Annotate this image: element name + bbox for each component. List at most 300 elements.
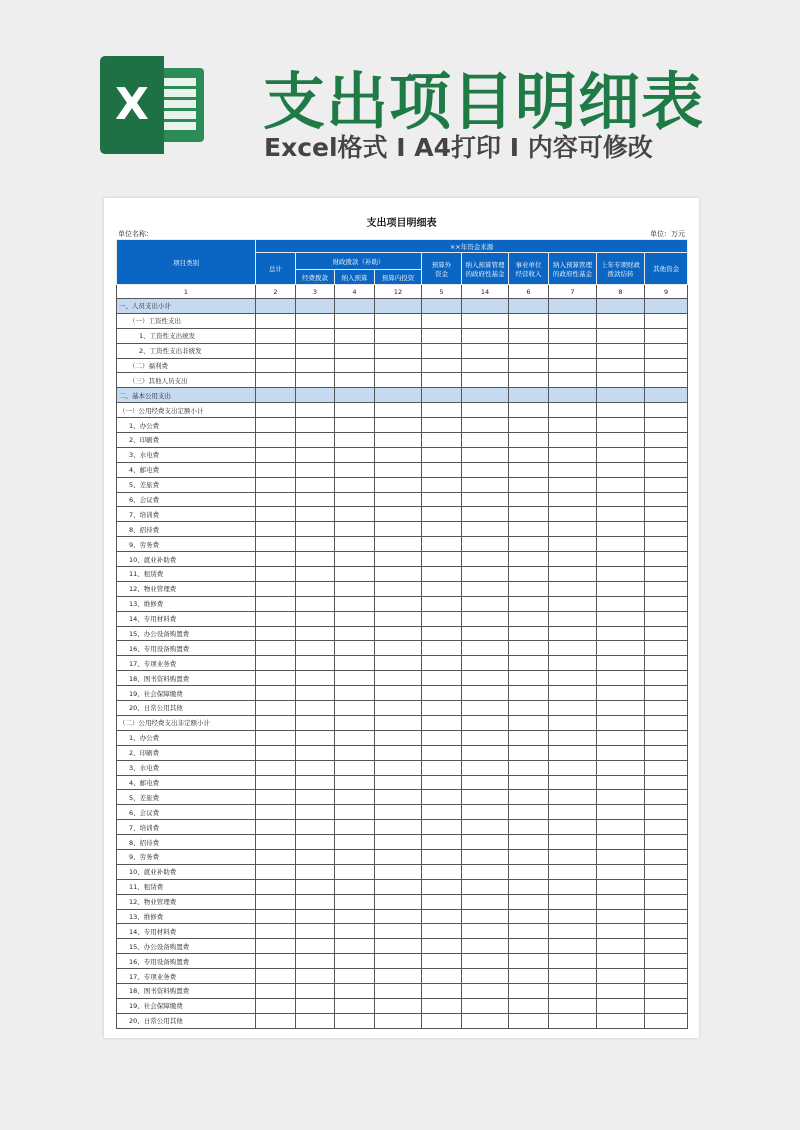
value-cell[interactable] <box>462 581 509 596</box>
value-cell[interactable] <box>597 343 645 358</box>
value-cell[interactable] <box>375 909 422 924</box>
value-cell[interactable] <box>335 388 375 403</box>
value-cell[interactable] <box>422 790 462 805</box>
value-cell[interactable] <box>335 641 375 656</box>
value-cell[interactable] <box>549 641 597 656</box>
value-cell[interactable] <box>375 373 422 388</box>
value-cell[interactable] <box>462 1013 509 1028</box>
value-cell[interactable] <box>296 715 335 730</box>
value-cell[interactable] <box>422 820 462 835</box>
value-cell[interactable] <box>375 507 422 522</box>
value-cell[interactable] <box>335 835 375 850</box>
value-cell[interactable] <box>296 403 335 418</box>
value-cell[interactable] <box>335 998 375 1013</box>
value-cell[interactable] <box>256 507 296 522</box>
value-cell[interactable] <box>597 447 645 462</box>
value-cell[interactable] <box>335 954 375 969</box>
value-cell[interactable] <box>645 879 688 894</box>
value-cell[interactable] <box>256 745 296 760</box>
value-cell[interactable] <box>597 849 645 864</box>
value-cell[interactable] <box>509 641 549 656</box>
value-cell[interactable] <box>462 373 509 388</box>
value-cell[interactable] <box>597 611 645 626</box>
value-cell[interactable] <box>422 581 462 596</box>
value-cell[interactable] <box>335 492 375 507</box>
value-cell[interactable] <box>335 581 375 596</box>
value-cell[interactable] <box>509 596 549 611</box>
value-cell[interactable] <box>509 969 549 984</box>
value-cell[interactable] <box>509 909 549 924</box>
value-cell[interactable] <box>549 879 597 894</box>
value-cell[interactable] <box>509 879 549 894</box>
value-cell[interactable] <box>645 418 688 433</box>
value-cell[interactable] <box>645 388 688 403</box>
value-cell[interactable] <box>375 418 422 433</box>
value-cell[interactable] <box>509 835 549 850</box>
value-cell[interactable] <box>645 537 688 552</box>
value-cell[interactable] <box>375 596 422 611</box>
value-cell[interactable] <box>509 581 549 596</box>
value-cell[interactable] <box>422 507 462 522</box>
value-cell[interactable] <box>335 983 375 998</box>
value-cell[interactable] <box>645 909 688 924</box>
value-cell[interactable] <box>375 358 422 373</box>
value-cell[interactable] <box>645 701 688 716</box>
value-cell[interactable] <box>509 775 549 790</box>
value-cell[interactable] <box>549 849 597 864</box>
value-cell[interactable] <box>335 715 375 730</box>
value-cell[interactable] <box>422 924 462 939</box>
value-cell[interactable] <box>509 671 549 686</box>
value-cell[interactable] <box>462 656 509 671</box>
value-cell[interactable] <box>256 983 296 998</box>
value-cell[interactable] <box>645 998 688 1013</box>
value-cell[interactable] <box>422 477 462 492</box>
value-cell[interactable] <box>597 835 645 850</box>
value-cell[interactable] <box>462 879 509 894</box>
value-cell[interactable] <box>549 745 597 760</box>
value-cell[interactable] <box>422 328 462 343</box>
value-cell[interactable] <box>296 760 335 775</box>
value-cell[interactable] <box>645 760 688 775</box>
value-cell[interactable] <box>597 537 645 552</box>
value-cell[interactable] <box>549 581 597 596</box>
value-cell[interactable] <box>645 983 688 998</box>
value-cell[interactable] <box>509 388 549 403</box>
value-cell[interactable] <box>422 447 462 462</box>
value-cell[interactable] <box>296 492 335 507</box>
value-cell[interactable] <box>296 805 335 820</box>
value-cell[interactable] <box>375 849 422 864</box>
value-cell[interactable] <box>462 835 509 850</box>
value-cell[interactable] <box>597 805 645 820</box>
value-cell[interactable] <box>296 820 335 835</box>
value-cell[interactable] <box>335 730 375 745</box>
value-cell[interactable] <box>597 969 645 984</box>
value-cell[interactable] <box>597 358 645 373</box>
value-cell[interactable] <box>256 433 296 448</box>
value-cell[interactable] <box>375 998 422 1013</box>
value-cell[interactable] <box>549 909 597 924</box>
value-cell[interactable] <box>645 894 688 909</box>
value-cell[interactable] <box>296 969 335 984</box>
value-cell[interactable] <box>462 998 509 1013</box>
value-cell[interactable] <box>645 954 688 969</box>
value-cell[interactable] <box>645 522 688 537</box>
value-cell[interactable] <box>462 433 509 448</box>
value-cell[interactable] <box>256 969 296 984</box>
value-cell[interactable] <box>296 462 335 477</box>
value-cell[interactable] <box>462 671 509 686</box>
value-cell[interactable] <box>645 849 688 864</box>
value-cell[interactable] <box>645 447 688 462</box>
value-cell[interactable] <box>375 775 422 790</box>
value-cell[interactable] <box>375 701 422 716</box>
value-cell[interactable] <box>256 671 296 686</box>
value-cell[interactable] <box>509 313 549 328</box>
value-cell[interactable] <box>256 388 296 403</box>
value-cell[interactable] <box>422 567 462 582</box>
value-cell[interactable] <box>509 730 549 745</box>
value-cell[interactable] <box>422 701 462 716</box>
value-cell[interactable] <box>462 626 509 641</box>
value-cell[interactable] <box>597 641 645 656</box>
value-cell[interactable] <box>509 1013 549 1028</box>
value-cell[interactable] <box>296 998 335 1013</box>
value-cell[interactable] <box>597 671 645 686</box>
value-cell[interactable] <box>375 969 422 984</box>
value-cell[interactable] <box>509 567 549 582</box>
value-cell[interactable] <box>375 388 422 403</box>
value-cell[interactable] <box>645 581 688 596</box>
value-cell[interactable] <box>549 596 597 611</box>
value-cell[interactable] <box>256 611 296 626</box>
value-cell[interactable] <box>462 477 509 492</box>
value-cell[interactable] <box>335 656 375 671</box>
value-cell[interactable] <box>645 835 688 850</box>
value-cell[interactable] <box>549 835 597 850</box>
value-cell[interactable] <box>549 939 597 954</box>
value-cell[interactable] <box>422 775 462 790</box>
value-cell[interactable] <box>509 433 549 448</box>
value-cell[interactable] <box>296 343 335 358</box>
value-cell[interactable] <box>256 581 296 596</box>
value-cell[interactable] <box>422 805 462 820</box>
value-cell[interactable] <box>462 983 509 998</box>
value-cell[interactable] <box>597 656 645 671</box>
value-cell[interactable] <box>296 358 335 373</box>
value-cell[interactable] <box>549 611 597 626</box>
value-cell[interactable] <box>549 373 597 388</box>
value-cell[interactable] <box>462 641 509 656</box>
value-cell[interactable] <box>422 983 462 998</box>
value-cell[interactable] <box>462 894 509 909</box>
value-cell[interactable] <box>296 894 335 909</box>
value-cell[interactable] <box>335 879 375 894</box>
value-cell[interactable] <box>335 313 375 328</box>
value-cell[interactable] <box>375 924 422 939</box>
value-cell[interactable] <box>549 507 597 522</box>
value-cell[interactable] <box>597 715 645 730</box>
value-cell[interactable] <box>549 730 597 745</box>
value-cell[interactable] <box>645 552 688 567</box>
value-cell[interactable] <box>335 433 375 448</box>
value-cell[interactable] <box>597 462 645 477</box>
value-cell[interactable] <box>296 983 335 998</box>
value-cell[interactable] <box>645 343 688 358</box>
value-cell[interactable] <box>296 745 335 760</box>
value-cell[interactable] <box>335 820 375 835</box>
value-cell[interactable] <box>296 581 335 596</box>
value-cell[interactable] <box>422 433 462 448</box>
value-cell[interactable] <box>645 730 688 745</box>
value-cell[interactable] <box>509 358 549 373</box>
value-cell[interactable] <box>256 641 296 656</box>
value-cell[interactable] <box>422 894 462 909</box>
value-cell[interactable] <box>422 656 462 671</box>
value-cell[interactable] <box>375 864 422 879</box>
value-cell[interactable] <box>296 477 335 492</box>
value-cell[interactable] <box>462 790 509 805</box>
value-cell[interactable] <box>375 537 422 552</box>
value-cell[interactable] <box>422 373 462 388</box>
value-cell[interactable] <box>256 552 296 567</box>
value-cell[interactable] <box>645 820 688 835</box>
value-cell[interactable] <box>549 998 597 1013</box>
value-cell[interactable] <box>422 418 462 433</box>
value-cell[interactable] <box>462 954 509 969</box>
value-cell[interactable] <box>549 760 597 775</box>
value-cell[interactable] <box>597 730 645 745</box>
value-cell[interactable] <box>509 790 549 805</box>
value-cell[interactable] <box>549 358 597 373</box>
value-cell[interactable] <box>597 790 645 805</box>
value-cell[interactable] <box>462 418 509 433</box>
value-cell[interactable] <box>462 611 509 626</box>
value-cell[interactable] <box>375 879 422 894</box>
value-cell[interactable] <box>597 313 645 328</box>
value-cell[interactable] <box>509 924 549 939</box>
value-cell[interactable] <box>335 552 375 567</box>
value-cell[interactable] <box>422 299 462 314</box>
value-cell[interactable] <box>597 820 645 835</box>
value-cell[interactable] <box>422 641 462 656</box>
value-cell[interactable] <box>597 954 645 969</box>
value-cell[interactable] <box>597 492 645 507</box>
value-cell[interactable] <box>335 477 375 492</box>
value-cell[interactable] <box>256 343 296 358</box>
value-cell[interactable] <box>296 924 335 939</box>
value-cell[interactable] <box>335 671 375 686</box>
value-cell[interactable] <box>645 924 688 939</box>
value-cell[interactable] <box>335 403 375 418</box>
value-cell[interactable] <box>509 552 549 567</box>
value-cell[interactable] <box>549 790 597 805</box>
value-cell[interactable] <box>375 820 422 835</box>
value-cell[interactable] <box>296 447 335 462</box>
value-cell[interactable] <box>597 626 645 641</box>
value-cell[interactable] <box>549 522 597 537</box>
value-cell[interactable] <box>375 477 422 492</box>
value-cell[interactable] <box>256 656 296 671</box>
value-cell[interactable] <box>375 805 422 820</box>
value-cell[interactable] <box>462 864 509 879</box>
value-cell[interactable] <box>549 894 597 909</box>
value-cell[interactable] <box>509 805 549 820</box>
value-cell[interactable] <box>256 537 296 552</box>
value-cell[interactable] <box>296 388 335 403</box>
value-cell[interactable] <box>549 328 597 343</box>
value-cell[interactable] <box>256 790 296 805</box>
value-cell[interactable] <box>256 462 296 477</box>
value-cell[interactable] <box>549 820 597 835</box>
value-cell[interactable] <box>335 760 375 775</box>
value-cell[interactable] <box>335 596 375 611</box>
value-cell[interactable] <box>422 969 462 984</box>
value-cell[interactable] <box>462 775 509 790</box>
value-cell[interactable] <box>375 790 422 805</box>
value-cell[interactable] <box>335 894 375 909</box>
value-cell[interactable] <box>462 730 509 745</box>
value-cell[interactable] <box>597 403 645 418</box>
value-cell[interactable] <box>256 1013 296 1028</box>
value-cell[interactable] <box>645 403 688 418</box>
value-cell[interactable] <box>256 835 296 850</box>
value-cell[interactable] <box>509 715 549 730</box>
value-cell[interactable] <box>296 567 335 582</box>
value-cell[interactable] <box>256 373 296 388</box>
value-cell[interactable] <box>549 775 597 790</box>
value-cell[interactable] <box>645 313 688 328</box>
value-cell[interactable] <box>375 522 422 537</box>
value-cell[interactable] <box>462 403 509 418</box>
value-cell[interactable] <box>509 447 549 462</box>
value-cell[interactable] <box>375 581 422 596</box>
value-cell[interactable] <box>549 715 597 730</box>
value-cell[interactable] <box>597 686 645 701</box>
value-cell[interactable] <box>462 701 509 716</box>
value-cell[interactable] <box>296 328 335 343</box>
value-cell[interactable] <box>549 403 597 418</box>
value-cell[interactable] <box>462 715 509 730</box>
value-cell[interactable] <box>597 998 645 1013</box>
value-cell[interactable] <box>256 954 296 969</box>
value-cell[interactable] <box>645 358 688 373</box>
value-cell[interactable] <box>335 909 375 924</box>
value-cell[interactable] <box>296 954 335 969</box>
value-cell[interactable] <box>375 299 422 314</box>
value-cell[interactable] <box>422 730 462 745</box>
value-cell[interactable] <box>462 849 509 864</box>
value-cell[interactable] <box>462 507 509 522</box>
value-cell[interactable] <box>375 745 422 760</box>
value-cell[interactable] <box>549 477 597 492</box>
value-cell[interactable] <box>335 522 375 537</box>
value-cell[interactable] <box>549 671 597 686</box>
value-cell[interactable] <box>645 1013 688 1028</box>
value-cell[interactable] <box>375 433 422 448</box>
value-cell[interactable] <box>335 507 375 522</box>
value-cell[interactable] <box>645 611 688 626</box>
value-cell[interactable] <box>597 433 645 448</box>
value-cell[interactable] <box>645 939 688 954</box>
value-cell[interactable] <box>509 686 549 701</box>
value-cell[interactable] <box>462 343 509 358</box>
value-cell[interactable] <box>597 701 645 716</box>
value-cell[interactable] <box>256 730 296 745</box>
value-cell[interactable] <box>597 879 645 894</box>
value-cell[interactable] <box>422 835 462 850</box>
value-cell[interactable] <box>422 1013 462 1028</box>
value-cell[interactable] <box>335 924 375 939</box>
value-cell[interactable] <box>597 760 645 775</box>
value-cell[interactable] <box>509 403 549 418</box>
value-cell[interactable] <box>597 507 645 522</box>
value-cell[interactable] <box>509 864 549 879</box>
value-cell[interactable] <box>462 939 509 954</box>
value-cell[interactable] <box>509 954 549 969</box>
value-cell[interactable] <box>375 656 422 671</box>
value-cell[interactable] <box>549 805 597 820</box>
value-cell[interactable] <box>509 462 549 477</box>
value-cell[interactable] <box>296 373 335 388</box>
value-cell[interactable] <box>462 552 509 567</box>
value-cell[interactable] <box>375 328 422 343</box>
value-cell[interactable] <box>645 656 688 671</box>
value-cell[interactable] <box>256 299 296 314</box>
value-cell[interactable] <box>509 328 549 343</box>
value-cell[interactable] <box>296 686 335 701</box>
value-cell[interactable] <box>256 313 296 328</box>
value-cell[interactable] <box>256 879 296 894</box>
value-cell[interactable] <box>422 864 462 879</box>
value-cell[interactable] <box>645 567 688 582</box>
value-cell[interactable] <box>375 835 422 850</box>
value-cell[interactable] <box>335 790 375 805</box>
value-cell[interactable] <box>549 864 597 879</box>
value-cell[interactable] <box>597 939 645 954</box>
value-cell[interactable] <box>296 790 335 805</box>
value-cell[interactable] <box>509 849 549 864</box>
value-cell[interactable] <box>375 447 422 462</box>
value-cell[interactable] <box>462 537 509 552</box>
value-cell[interactable] <box>375 626 422 641</box>
value-cell[interactable] <box>422 998 462 1013</box>
value-cell[interactable] <box>375 567 422 582</box>
value-cell[interactable] <box>375 1013 422 1028</box>
value-cell[interactable] <box>645 507 688 522</box>
value-cell[interactable] <box>462 388 509 403</box>
value-cell[interactable] <box>256 864 296 879</box>
value-cell[interactable] <box>645 641 688 656</box>
value-cell[interactable] <box>335 447 375 462</box>
value-cell[interactable] <box>296 864 335 879</box>
value-cell[interactable] <box>256 760 296 775</box>
value-cell[interactable] <box>509 820 549 835</box>
value-cell[interactable] <box>549 552 597 567</box>
value-cell[interactable] <box>256 522 296 537</box>
value-cell[interactable] <box>422 537 462 552</box>
value-cell[interactable] <box>422 403 462 418</box>
value-cell[interactable] <box>509 626 549 641</box>
value-cell[interactable] <box>335 611 375 626</box>
value-cell[interactable] <box>597 567 645 582</box>
value-cell[interactable] <box>256 909 296 924</box>
value-cell[interactable] <box>335 969 375 984</box>
value-cell[interactable] <box>549 388 597 403</box>
value-cell[interactable] <box>462 567 509 582</box>
value-cell[interactable] <box>462 686 509 701</box>
